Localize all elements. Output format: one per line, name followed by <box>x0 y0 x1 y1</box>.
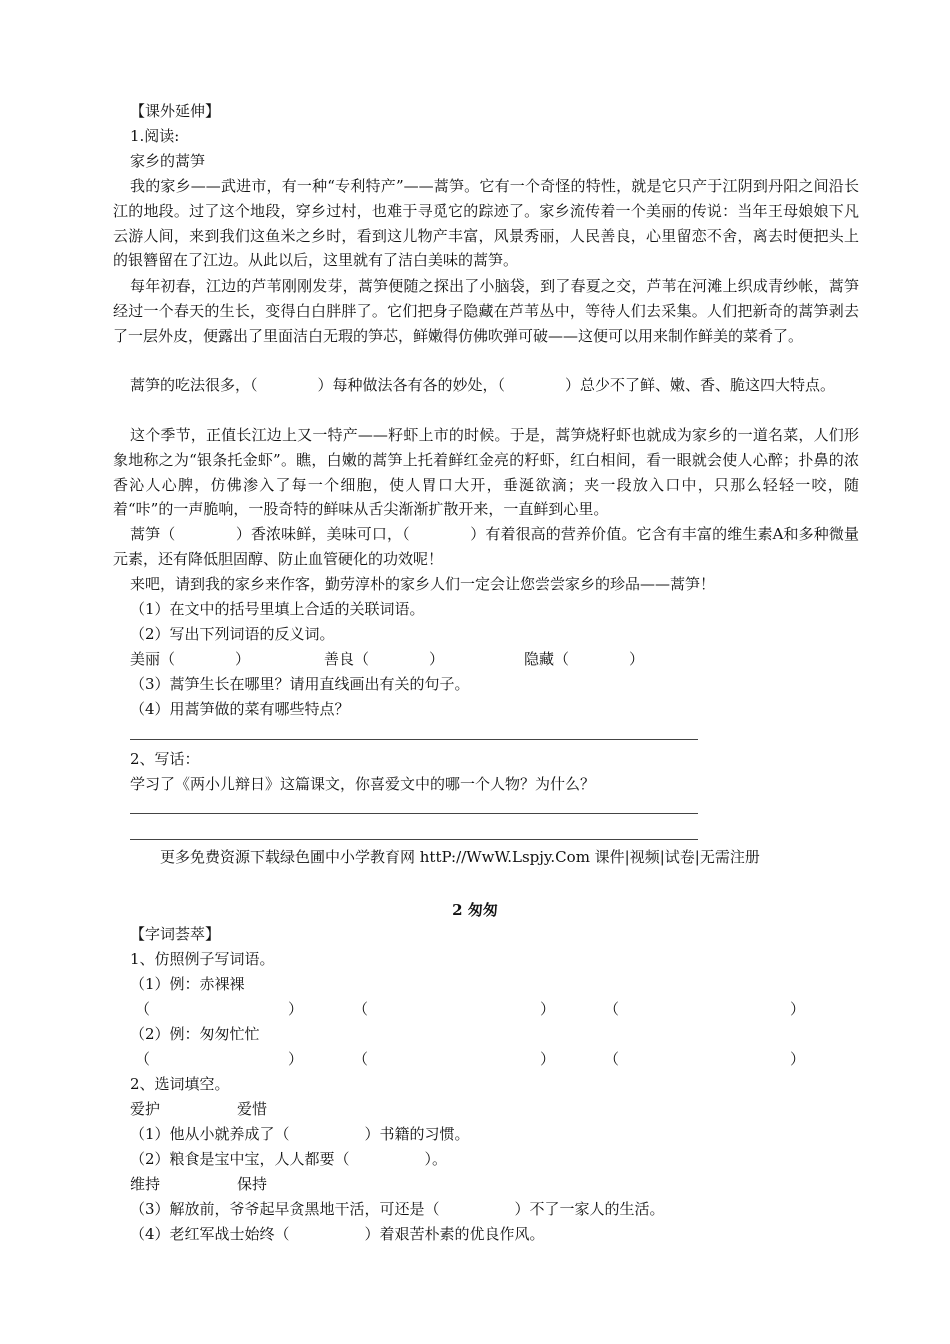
fill-sentence-4: （4）老红军战士始终（ ）着艰苦朴素的优良作风。 <box>130 1225 545 1243</box>
word-choice-aixi: 爱惜 <box>237 1100 268 1118</box>
passage-paragraph-4: 这个季节，正值长江边上又一特产——籽虾上市的时候。于是，蒿笋烧籽虾也就成为家乡的一道名菜，人们形象地称之为“银条托金虾”。瞧，白嫩的蒿笋上托着鲜红金亮的籽虾，红白相间，看一眼就会使人心醉；扑鼻的浓香沁人心脾，仿佛渗入了每一个细胞，使人胃口大开，垂涎欲滴；夹一段放入口中，只那么轻轻一咬，随着“咔”的一声脆响，一股奇特的鲜味从舌尖渐渐扩散开来，一直鲜到心里。 <box>113 426 859 519</box>
subquestion-1: （1）在文中的括号里填上合适的关联词语。 <box>130 600 425 618</box>
question-2-text: 学习了《两小儿辩日》这篇课文，你喜爱文中的哪一个人物？为什么？ <box>130 775 596 793</box>
subquestion-3: （3）蒿笋生长在哪里？请用直线画出有关的句子。 <box>130 675 470 693</box>
answer-line <box>130 813 698 814</box>
fill-sentence-3: （3）解放前，爷爷起早贪黑地干活，可还是（ ）不了一家人的生活。 <box>130 1200 665 1218</box>
answer-line <box>130 739 698 740</box>
antonym-hide: 隐藏（ ） <box>524 650 645 668</box>
blank-open: （ <box>353 1050 369 1068</box>
blank-open: （ <box>604 1000 620 1018</box>
passage-paragraph-1: 我的家乡——武进市，有一种“专利特产”——蒿笋。它有一个奇怪的特性，就是它只产于江阴到丹阳之间沿长江的地段。过了这个地段，穿乡过村，也难于寻觅它的踪迹了。家乡流传着一个美丽的传说：当年王母娘娘下凡云游人间，来到我们这鱼米之乡时，看到这儿物产丰富，风景秀丽，人民善良，心里留恋不舍，离去时便把头上的银簪留在了江边。从此以后，这里就有了洁白美味的蒿笋。 <box>113 177 859 270</box>
blank-close: ） <box>540 1050 556 1068</box>
answer-line <box>130 839 698 840</box>
blank-close: ） <box>790 1000 806 1018</box>
vocab-question-2: 2、选词填空。 <box>130 1075 230 1093</box>
subquestion-4: （4）用蒿笋做的菜有哪些特点？ <box>130 700 350 718</box>
question-1-label: 1.阅读: <box>130 127 180 145</box>
blank-open: （ <box>604 1050 620 1068</box>
passage-paragraph-2: 每年初春，江边的芦苇刚刚发芽，蒿笋便随之探出了小脑袋，到了春夏之交，芦苇在河滩上织成青纱帐，蒿笋经过一个春天的生长，变得白白胖胖了。它们把身子隐藏在芦苇丛中，等待人们去采集。人们把新奇的蒿笋剥去了一层外皮，便露出了里面洁白无瑕的笋芯，鲜嫩得仿佛吹弹可破——这便可以用来制作鲜美的菜肴了。 <box>113 277 859 345</box>
blank-close: ） <box>790 1050 806 1068</box>
footer-ad-text: 更多免费资源下载绿色圃中小学教育网 httP://WwW.Lspjy.Com 课件|视频|试卷|无需注册 <box>160 848 760 866</box>
vocab-question-1: 1、仿照例子写词语。 <box>130 950 275 968</box>
example-1: （1）例：赤裸裸 <box>130 975 245 993</box>
fill-sentence-1: （1）他从小就养成了（ ）书籍的习惯。 <box>130 1125 470 1143</box>
section-heading-extension: 【课外延伸】 <box>130 102 221 120</box>
word-choice-baochi: 保持 <box>237 1175 268 1193</box>
lesson-title: 2 匆匆 <box>452 901 498 919</box>
question-2-label: 2、写话： <box>130 750 200 768</box>
section-heading-vocab: 【字词荟萃】 <box>130 925 221 943</box>
passage-paragraph-6: 来吧，请到我的家乡来作客，勤劳淳朴的家乡人们一定会让您尝尝家乡的珍品——蒿笋！ <box>130 575 716 593</box>
fill-sentence-2: （2）粮食是宝中宝，人人都要（ ）。 <box>130 1150 448 1168</box>
passage-paragraph-5: 蒿笋（ ）香浓味鲜，美味可口，（ ）有着很高的营养价值。它含有丰富的维生素A和多种微量元素，还有降低胆固醇、防止血管硬化的功效呢！ <box>113 525 859 568</box>
word-choice-aihu: 爱护 <box>130 1100 161 1118</box>
blank-open: （ <box>135 1000 151 1018</box>
blank-close: ） <box>288 1000 304 1018</box>
blank-close: ） <box>288 1050 304 1068</box>
blank-open: （ <box>135 1050 151 1068</box>
subquestion-2: （2）写出下列词语的反义词。 <box>130 625 335 643</box>
blank-open: （ <box>353 1000 369 1018</box>
word-choice-weichi: 维持 <box>130 1175 161 1193</box>
antonym-kind: 善良（ ） <box>324 650 445 668</box>
antonym-beautiful: 美丽（ ） <box>130 650 251 668</box>
example-2: （2）例：匆匆忙忙 <box>130 1025 260 1043</box>
passage-title: 家乡的蒿笋 <box>130 152 206 170</box>
blank-close: ） <box>540 1000 556 1018</box>
passage-paragraph-3: 蒿笋的吃法很多，（ ）每种做法各有各的妙处，（ ）总少不了鲜、嫩、香、脆这四大特点。 <box>130 376 836 394</box>
